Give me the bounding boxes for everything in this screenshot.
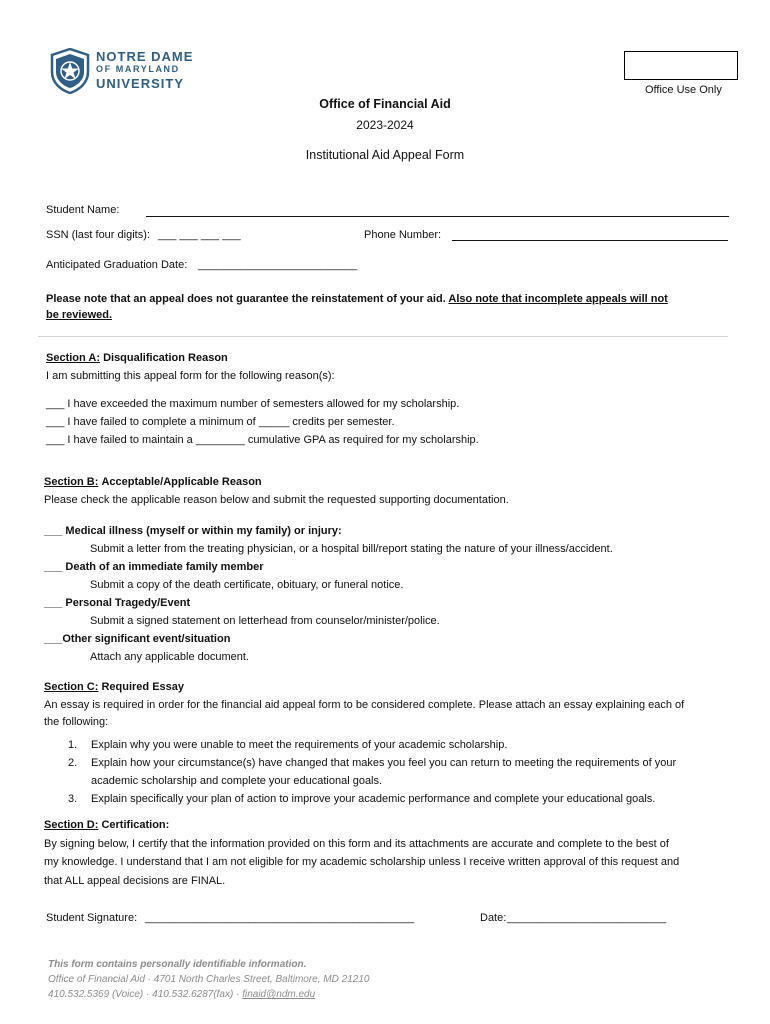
phone-field[interactable] bbox=[452, 231, 728, 241]
section-c-intro-2: the following: bbox=[44, 716, 109, 728]
essay-item-number: 3. bbox=[68, 793, 78, 805]
section-c-heading bbox=[44, 681, 184, 693]
reason-heading[interactable]: ___ Death of an immediate family member bbox=[44, 561, 264, 573]
reason-detail: Attach any applicable document. bbox=[90, 651, 249, 663]
essay-item-text: Explain why you were unable to meet the requirements of your academic scholarship. bbox=[91, 739, 508, 751]
certification-line-1: By signing below, I certify that the information provided on this form and its attachments are accurate and complete to the best of bbox=[44, 838, 669, 850]
ssn-field[interactable]: ___ ___ ___ ___ bbox=[158, 229, 241, 241]
section-b-label: Section B: bbox=[44, 476, 99, 488]
form-title: Institutional Aid Appeal Form bbox=[305, 148, 465, 162]
reason-heading[interactable]: ___ Personal Tragedy/Event bbox=[44, 597, 191, 609]
section-d-label: Section D: bbox=[44, 819, 99, 831]
academic-year: 2023-2024 bbox=[356, 118, 414, 132]
notice-part-1: Please note that an appeal does not guarantee the reinstatement of your aid. bbox=[46, 293, 446, 305]
section-a-item[interactable]: ___ I have failed to complete a minimum of _____ credits per semester. bbox=[46, 416, 395, 428]
date-field[interactable]: __________________________ bbox=[507, 912, 667, 924]
signature-label: Student Signature: bbox=[46, 912, 138, 924]
essay-item-text: Explain specifically your plan of action to improve your academic performance and complete your educational goals. bbox=[91, 793, 656, 805]
footer-contact bbox=[48, 989, 315, 1000]
reason-detail: Submit a letter from the treating physician, or a hospital bill/report stating the nature of your illness/accident. bbox=[90, 543, 613, 555]
reason-detail: Submit a copy of the death certificate, obituary, or funeral notice. bbox=[90, 579, 404, 591]
section-a-heading bbox=[46, 352, 228, 364]
reason-heading[interactable]: ___ Medical illness (myself or within my family) or injury: bbox=[44, 525, 342, 537]
divider bbox=[38, 336, 728, 337]
logo-line-2: OF MARYLAND bbox=[96, 64, 180, 74]
footer-email-link[interactable]: finaid@ndm.edu bbox=[242, 989, 316, 1000]
office-use-box bbox=[624, 51, 738, 80]
ssn-label: SSN (last four digits): bbox=[46, 229, 150, 241]
footer-notice: This form contains personally identifiable information. bbox=[48, 959, 307, 970]
student-name-field[interactable] bbox=[146, 207, 729, 217]
section-a-item[interactable]: ___ I have exceeded the maximum number of semesters allowed for my scholarship. bbox=[46, 398, 460, 410]
shield-star-icon bbox=[50, 48, 90, 94]
reason-heading[interactable]: ___Other significant event/situation bbox=[44, 633, 231, 645]
section-b-intro: Please check the applicable reason below and submit the requested supporting documentation. bbox=[44, 494, 509, 506]
logo-line-1: NOTRE DAME bbox=[96, 49, 194, 64]
section-c-title: Required Essay bbox=[101, 681, 185, 693]
footer-phones: 410.532.5369 (Voice) · 410.532.6287(fax) · bbox=[48, 989, 240, 1000]
essay-item-text: Explain how your circumstance(s) have changed that makes you feel you can return to meeting the requirements of your bbox=[91, 757, 677, 769]
date-label: Date: bbox=[480, 912, 507, 924]
section-a-title: Disqualification Reason bbox=[103, 352, 228, 364]
notice-part-2: Also note that incomplete appeals will not bbox=[448, 293, 668, 305]
certification-line-3: that ALL appeal decisions are FINAL. bbox=[44, 875, 226, 887]
student-name-label: Student Name: bbox=[46, 204, 120, 216]
section-d-title: Certification: bbox=[101, 819, 170, 831]
notice-line-1 bbox=[46, 293, 668, 305]
section-c-label: Section C: bbox=[44, 681, 99, 693]
notice-line-2: be reviewed. bbox=[46, 309, 113, 321]
section-a-intro: I am submitting this appeal form for the following reason(s): bbox=[46, 370, 335, 382]
section-d-heading bbox=[44, 819, 169, 831]
office-title: Office of Financial Aid bbox=[319, 97, 451, 111]
university-logo bbox=[50, 46, 200, 96]
graduation-field[interactable]: __________________________ bbox=[198, 259, 358, 271]
essay-item-number: 1. bbox=[68, 739, 78, 751]
section-a-item[interactable]: ___ I have failed to maintain a ________ cumulative GPA as required for my scholarship. bbox=[46, 434, 479, 446]
office-use-label: Office Use Only bbox=[645, 84, 722, 96]
graduation-label: Anticipated Graduation Date: bbox=[46, 259, 188, 271]
essay-item-text: academic scholarship and complete your educational goals. bbox=[91, 775, 383, 787]
essay-item-number: 2. bbox=[68, 757, 78, 769]
reason-detail: Submit a signed statement on letterhead from counselor/minister/police. bbox=[90, 615, 440, 627]
certification-line-2: my knowledge. I understand that I am not eligible for my academic scholarship unless I receive written approval of this request and bbox=[44, 856, 680, 868]
logo-line-3: UNIVERSITY bbox=[96, 76, 185, 91]
section-b-title: Acceptable/Applicable Reason bbox=[101, 476, 262, 488]
phone-label: Phone Number: bbox=[364, 229, 442, 241]
section-c-intro-1: An essay is required in order for the financial aid appeal form to be considered complete. Please attach an essay explaining each of bbox=[44, 699, 685, 711]
section-a-label: Section A: bbox=[46, 352, 100, 364]
section-b-heading bbox=[44, 476, 262, 488]
footer-address: Office of Financial Aid · 4701 North Charles Street, Baltimore, MD 21210 bbox=[48, 974, 370, 985]
signature-field[interactable]: ____________________________________________ bbox=[145, 912, 415, 924]
